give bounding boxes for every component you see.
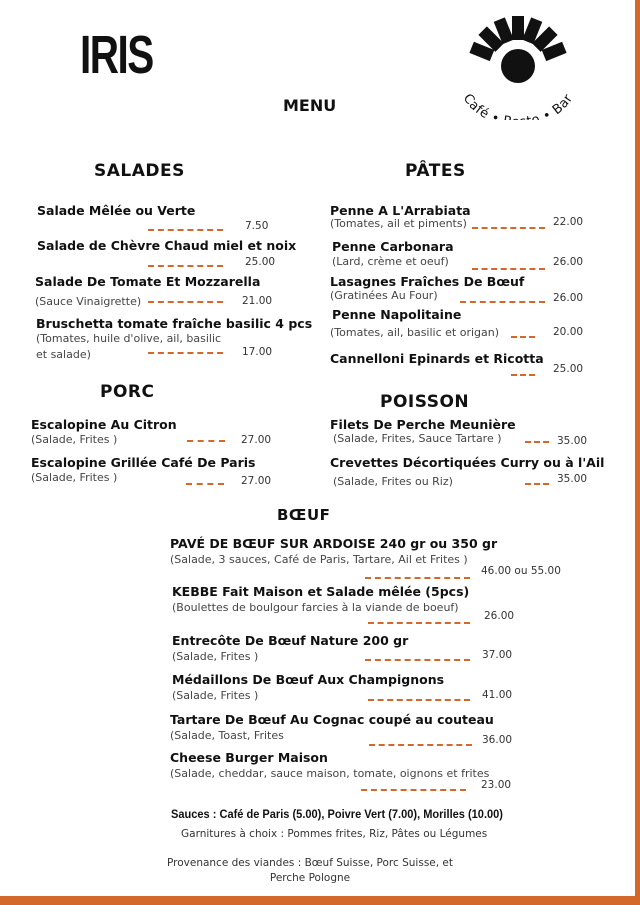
dotted-leader bbox=[187, 440, 225, 442]
dotted-leader bbox=[148, 352, 223, 354]
provenance-note: Perche Pologne bbox=[269, 872, 351, 884]
item-price: 26.00 bbox=[553, 256, 584, 268]
item-description: (Boulettes de boulgour farcies à la viande de boeuf) bbox=[172, 601, 459, 614]
item-description: (Salade, Toast, Frites bbox=[170, 729, 284, 742]
item-price: 21.00 bbox=[242, 295, 273, 307]
item-price: 46.00 ou 55.00 bbox=[481, 565, 561, 577]
item-name: Penne Carbonara bbox=[332, 239, 454, 254]
item-price: 17.00 bbox=[242, 346, 273, 358]
item-name: Lasagnes Fraîches De Bœuf bbox=[330, 274, 525, 289]
item-price: 25.00 bbox=[245, 256, 276, 268]
sauces-note: Sauces : Café de Paris (5.00), Poivre Vert (7.00), Morilles (10.00) bbox=[171, 807, 503, 821]
dotted-leader bbox=[368, 699, 470, 701]
item-price: 26.00 bbox=[553, 292, 584, 304]
item-name: Escalopine Grillée Café De Paris bbox=[31, 455, 256, 470]
item-name: Bruschetta tomate fraîche basilic 4 pcs bbox=[36, 316, 313, 331]
item-price: 26.00 bbox=[484, 610, 515, 622]
item-price: 37.00 bbox=[482, 649, 513, 661]
dotted-leader bbox=[368, 622, 470, 624]
item-description: (Salade, Frites ) bbox=[31, 433, 118, 446]
dotted-leader bbox=[365, 577, 470, 579]
item-name: Salade Mêlée ou Verte bbox=[37, 203, 196, 218]
item-name: Penne Napolitaine bbox=[332, 307, 462, 322]
item-description: (Tomates, ail, basilic et origan) bbox=[330, 326, 500, 339]
dotted-leader bbox=[148, 301, 223, 303]
section-heading-porc: PORC bbox=[100, 382, 155, 402]
menu-title: MENU bbox=[283, 96, 337, 115]
dotted-leader bbox=[148, 265, 223, 267]
dotted-leader bbox=[148, 229, 223, 231]
dotted-leader bbox=[525, 441, 549, 443]
item-description: (Salade, 3 sauces, Café de Paris, Tartare, Ail et Frites ) bbox=[170, 553, 468, 566]
item-name: KEBBE Fait Maison et Salade mêlée (5pcs) bbox=[172, 584, 470, 599]
item-price: 22.00 bbox=[553, 216, 584, 228]
item-name: Salade De Tomate Et Mozzarella bbox=[35, 274, 261, 289]
item-price: 36.00 bbox=[482, 734, 513, 746]
dotted-leader bbox=[460, 301, 545, 303]
logo bbox=[452, 8, 584, 120]
item-description: (Salade, Frites ) bbox=[172, 650, 259, 663]
item-description: (Salade, Frites ou Riz) bbox=[333, 475, 453, 488]
item-name: Cheese Burger Maison bbox=[170, 750, 328, 765]
item-price: 7.50 bbox=[245, 220, 269, 232]
item-description: (Salade, Frites ) bbox=[31, 471, 118, 484]
section-heading-pates: PÂTES bbox=[405, 161, 466, 181]
item-price: 27.00 bbox=[241, 475, 272, 487]
sun-logo-icon bbox=[452, 8, 584, 120]
item-description: (Tomates, ail et piments) bbox=[330, 217, 467, 230]
dotted-leader bbox=[472, 268, 545, 270]
dotted-leader bbox=[525, 483, 549, 485]
item-name: PAVÉ DE BŒUF SUR ARDOISE 240 gr ou 350 gr bbox=[170, 536, 498, 551]
item-description: (Lard, crème et oeuf) bbox=[332, 255, 449, 268]
item-name: Tartare De Bœuf Au Cognac coupé au couteau bbox=[170, 712, 494, 727]
dotted-leader bbox=[472, 227, 545, 229]
item-description: (Gratinées Au Four) bbox=[330, 289, 438, 302]
item-description: (Salade, Frites ) bbox=[172, 689, 259, 702]
item-name: Penne A L'Arrabiata bbox=[330, 203, 471, 218]
item-description: (Salade, Frites, Sauce Tartare ) bbox=[333, 432, 502, 445]
item-price: 41.00 bbox=[482, 689, 513, 701]
dotted-leader bbox=[369, 744, 472, 746]
item-description: (Tomates, huile d'olive, ail, basilic bbox=[36, 332, 222, 345]
garnitures-note: Garnitures à choix : Pommes frites, Riz, Pâtes ou Légumes bbox=[181, 828, 488, 840]
section-heading-boeuf: BŒUF bbox=[277, 506, 331, 524]
brand-name: IRIS bbox=[80, 25, 153, 85]
item-name: Escalopine Au Citron bbox=[31, 417, 177, 432]
svg-text:Café • Resto • Bar bbox=[460, 91, 577, 120]
item-name: Filets De Perche Meunière bbox=[330, 417, 516, 432]
item-description: (Sauce Vinaigrette) bbox=[35, 295, 142, 308]
dotted-leader bbox=[511, 336, 535, 338]
item-description: (Salade, cheddar, sauce maison, tomate, oignons et frites bbox=[170, 767, 490, 780]
section-heading-salades: SALADES bbox=[94, 161, 185, 181]
item-name: Entrecôte De Bœuf Nature 200 gr bbox=[172, 633, 409, 648]
provenance-note: Provenance des viandes : Bœuf Suisse, Porc Suisse, et bbox=[166, 857, 454, 869]
item-price: 25.00 bbox=[553, 363, 584, 375]
dotted-leader bbox=[186, 483, 224, 485]
item-description: et salade) bbox=[36, 348, 91, 361]
brand-tagline: Café • • Bar bbox=[459, 91, 577, 120]
item-name: Salade de Chèvre Chaud miel et noix bbox=[37, 238, 297, 253]
item-price: 27.00 bbox=[241, 434, 272, 446]
item-name: Cannelloni Epinards et Ricotta bbox=[330, 351, 544, 366]
dotted-leader bbox=[361, 789, 466, 791]
item-price: 35.00 bbox=[557, 473, 588, 485]
item-name: Médaillons De Bœuf Aux Champignons bbox=[172, 672, 445, 687]
dotted-leader bbox=[365, 659, 470, 661]
item-price: 23.00 bbox=[481, 779, 512, 791]
section-heading-poisson: POISSON bbox=[380, 392, 470, 412]
dotted-leader bbox=[511, 374, 535, 376]
item-price: 35.00 bbox=[557, 435, 588, 447]
item-name: Crevettes Décortiquées Curry ou à l'Ail bbox=[330, 455, 605, 470]
item-price: 20.00 bbox=[553, 326, 584, 338]
